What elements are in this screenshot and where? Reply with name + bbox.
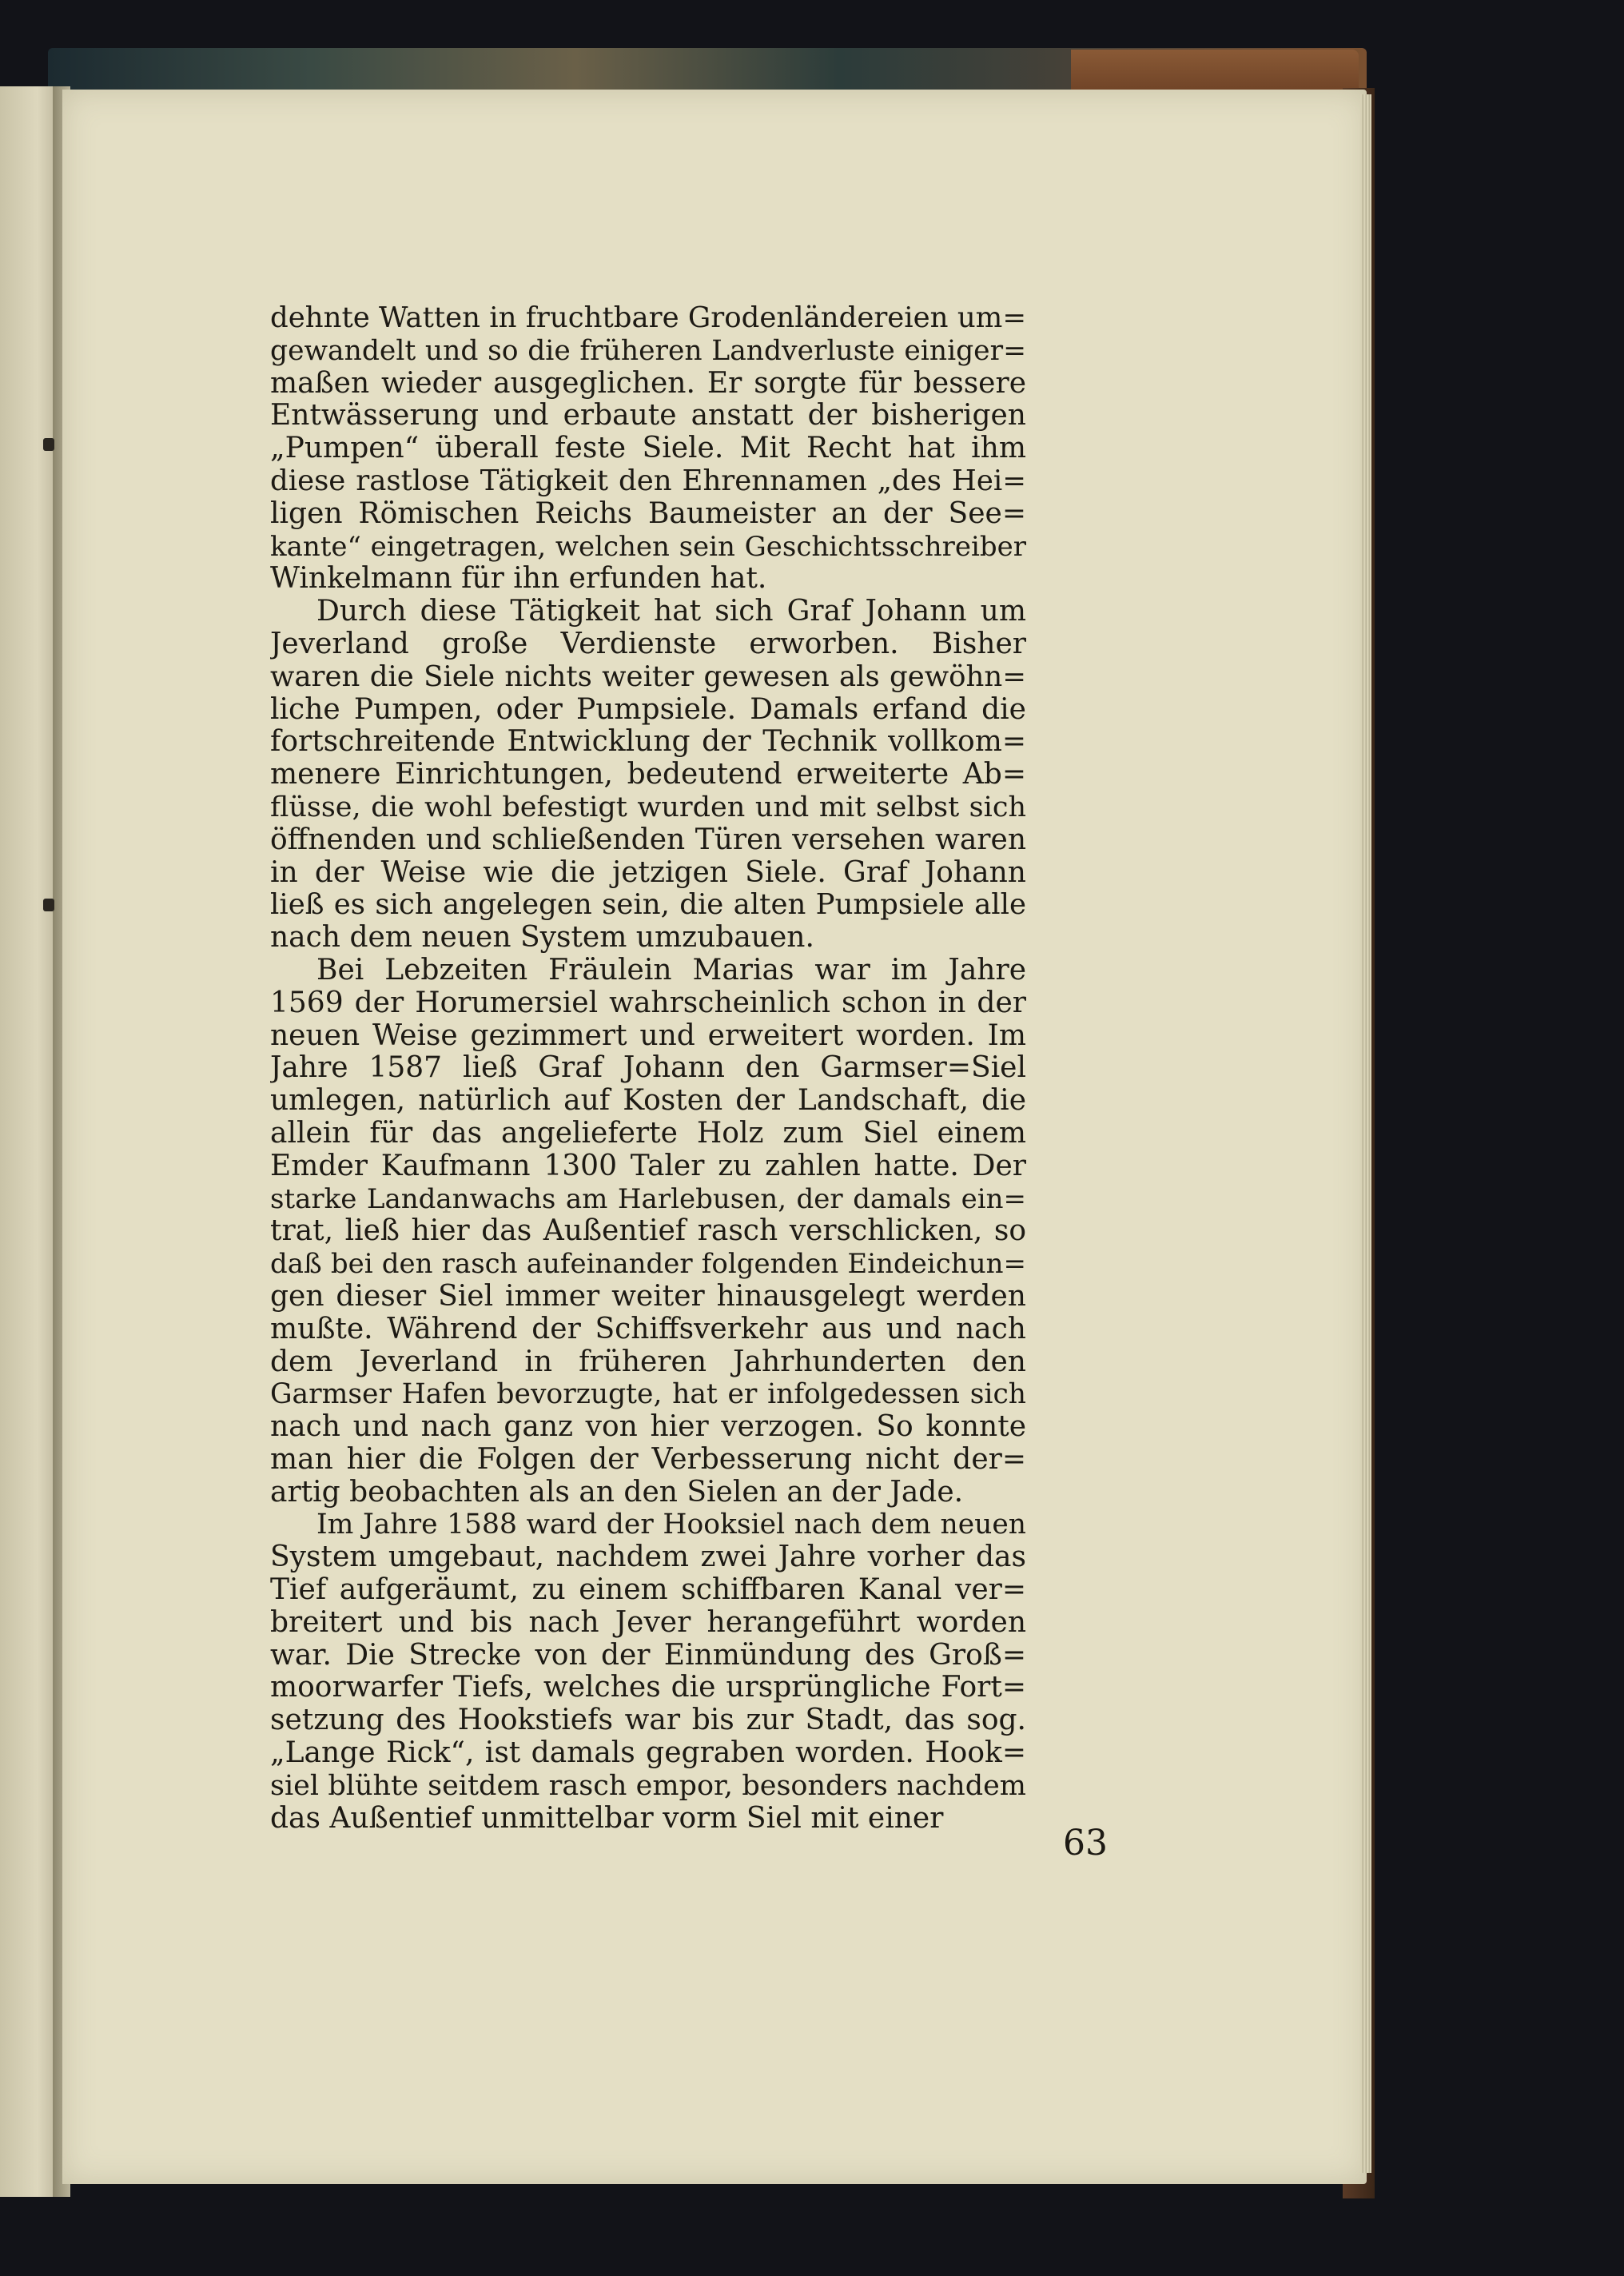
text-line: war. Die Strecke von der Einmündung des Groß= bbox=[270, 1639, 1026, 1672]
text-line: in der Weise wie die jetzigen Siele. Graf Johann bbox=[270, 856, 1026, 889]
text-line: das Außentief unmittelbar vorm Siel mit einer bbox=[270, 1802, 944, 1835]
text-line: kante“ eingetragen, welchen sein Geschichtsschreiber bbox=[270, 530, 1026, 563]
text-line: breitert und bis nach Jever herangeführt worden bbox=[270, 1606, 1026, 1639]
text-line: ließ es sich angelegen sein, die alten Pumpsiele alle bbox=[270, 889, 1026, 922]
text-line: gewandelt und so die früheren Landverluste einiger= bbox=[270, 334, 1026, 367]
binding-thread-mark bbox=[43, 438, 54, 451]
text-line: waren die Siele nichts weiter gewesen als gewöhn= bbox=[270, 660, 1026, 693]
binding-thread-mark bbox=[43, 899, 54, 911]
book-cover-leather bbox=[1071, 50, 1359, 94]
text-line: Tief aufgeräumt, zu einem schiffbaren Kanal ver= bbox=[270, 1574, 1026, 1607]
text-line: daß bei den rasch aufeinander folgenden Eindeichun= bbox=[270, 1248, 1026, 1281]
text-line: siel blühte seitdem rasch empor, besonders nachdem bbox=[270, 1769, 1026, 1802]
text-line: „Pumpen“ überall feste Siele. Mit Recht hat ihm bbox=[270, 432, 1026, 465]
text-line: man hier die Folgen der Verbesserung nicht der= bbox=[270, 1443, 1026, 1476]
text-line: dem Jeverland in früheren Jahrhunderten den bbox=[270, 1345, 1026, 1378]
text-line: Im Jahre 1588 ward der Hooksiel nach dem neuen bbox=[316, 1509, 1026, 1541]
text-line: dehnte Watten in fruchtbare Grodenländereien um= bbox=[270, 302, 1026, 334]
text-line: Garmser Hafen bevorzugte, hat er infolgedessen sich bbox=[270, 1378, 1026, 1411]
text-line: ligen Römischen Reichs Baumeister an der See= bbox=[270, 497, 1026, 530]
text-line: liche Pumpen, oder Pumpsiele. Damals erfand die bbox=[270, 693, 1026, 726]
text-line: Entwässerung und erbaute anstatt der bisherigen bbox=[270, 400, 1026, 432]
text-line: trat, ließ hier das Außentief rasch verschlicken, so bbox=[270, 1215, 1026, 1248]
text-line: allein für das angelieferte Holz zum Siel einem bbox=[270, 1117, 1026, 1150]
text-line: Jeverland große Verdienste erworben. Bisher bbox=[270, 628, 1026, 660]
text-line: flüsse, die wohl befestigt wurden und mit selbst sich bbox=[270, 791, 1026, 823]
text-line: nach und nach ganz von hier verzogen. So konnte bbox=[270, 1411, 1026, 1444]
text-line: fortschreitende Entwicklung der Technik vollkom= bbox=[270, 726, 1026, 759]
text-line: System umgebaut, nachdem zwei Jahre vorher das bbox=[270, 1541, 1026, 1574]
text-line: 1569 der Horumersiel wahrscheinlich schon in der bbox=[270, 987, 1026, 1019]
paragraph bbox=[270, 596, 1026, 955]
text-line: Winkelmann für ihn erfunden hat. bbox=[270, 563, 767, 596]
text-line: öffnenden und schließenden Türen versehen waren bbox=[270, 823, 1026, 856]
text-line: „Lange Rick“, ist damals gegraben worden. Hook= bbox=[270, 1737, 1026, 1770]
text-line: Bei Lebzeiten Fräulein Marias war im Jahre bbox=[316, 954, 1026, 987]
text-line: Durch diese Tätigkeit hat sich Graf Johann um bbox=[316, 596, 1026, 628]
text-line: moorwarfer Tiefs, welches die ursprüngliche Fort= bbox=[270, 1672, 1026, 1704]
paragraph bbox=[270, 302, 1026, 596]
text-line: umlegen, natürlich auf Kosten der Landschaft, die bbox=[270, 1085, 1026, 1118]
page-number: 63 bbox=[1063, 1823, 1108, 1863]
text-line: nach dem neuen System umzubauen. bbox=[270, 922, 814, 955]
text-line: starke Landanwachs am Harlebusen, der damals ein= bbox=[270, 1182, 1026, 1215]
text-line: Jahre 1587 ließ Graf Johann den Garmser=Siel bbox=[270, 1052, 1026, 1085]
text-line: mußte. Während der Schiffsverkehr aus und nach bbox=[270, 1313, 1026, 1345]
text-line: neuen Weise gezimmert und erweitert worden. Im bbox=[270, 1019, 1026, 1052]
text-line: artig beobachten als an den Sielen an der Jade. bbox=[270, 1476, 964, 1509]
text-line: diese rastlose Tätigkeit den Ehrennamen „des Hei= bbox=[270, 464, 1026, 497]
text-line: maßen wieder ausgeglichen. Er sorgte für bessere bbox=[270, 367, 1026, 400]
text-line: gen dieser Siel immer weiter hinausgelegt werden bbox=[270, 1280, 1026, 1313]
text-line: setzung des Hookstiefs war bis zur Stadt, das sog. bbox=[270, 1704, 1026, 1737]
paragraph bbox=[270, 1509, 1026, 1835]
text-line: menere Einrichtungen, bedeutend erweiterte Ab= bbox=[270, 759, 1026, 791]
page-stack-edge bbox=[1360, 94, 1371, 2173]
paragraph bbox=[270, 955, 1026, 1509]
text-line: Emder Kaufmann 1300 Taler zu zahlen hatte. Der bbox=[270, 1150, 1026, 1182]
page-body-text bbox=[270, 302, 1026, 1835]
